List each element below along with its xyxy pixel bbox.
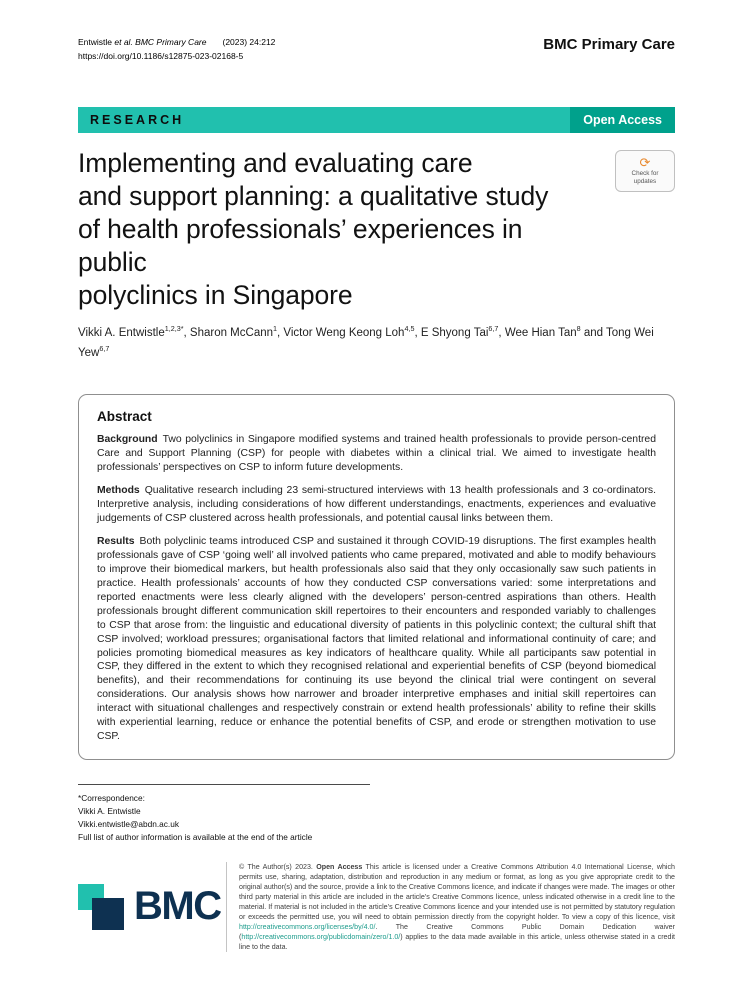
correspondence-block — [78, 784, 675, 843]
title-line: of health professionals’ experiences in public — [78, 213, 523, 277]
doi-link[interactable]: https://doi.org/10.1186/s12875-023-02168-5 — [78, 50, 244, 61]
abstract-paragraph-background — [97, 433, 656, 475]
license-middle: . The Creative Commons Public Domain Dedication waiver ( — [239, 922, 675, 941]
license-prefix: © The Author(s) 2023. — [239, 862, 317, 871]
author-superscript: 1 — [273, 324, 278, 334]
author-name: Victor Weng Keong Loh — [283, 327, 405, 340]
check-for-updates-label: Check for updates — [631, 170, 659, 186]
section-text: Qualitative research including 23 semi-structured interviews with 13 health professionals and 3 co-ordinators. Interpretive analysis, including considerations of how different understandings, enactments, experiences and evaluative judgements of CSP clustered across health professionals, and potential causal links between them. — [97, 485, 656, 525]
author-separator: and — [580, 327, 607, 340]
research-label: RESEARCH — [90, 113, 185, 128]
author-name: Tong Wei Yew — [78, 327, 654, 359]
license-link-by[interactable]: http://creativecommons.org/licenses/by/4.0/ — [239, 922, 376, 931]
citation-block — [78, 36, 275, 63]
title-line: and support planning: a qualitative study — [78, 181, 549, 212]
author-name: E Shyong Tai — [420, 327, 489, 340]
title-line: Implementing and evaluating care — [78, 148, 473, 179]
section-label: Methods — [97, 485, 140, 497]
author-name: Wee Hian Tan — [504, 327, 577, 340]
title-line: polyclinics in Singapore — [78, 279, 353, 310]
masthead — [78, 36, 675, 63]
logo-navy-square-icon — [92, 898, 124, 930]
license-body: This article is licensed under a Creative Commons Attribution 4.0 International License, which permits use, sharing, adaptation, distribution and reproduction in any medium or format, as long as you give appropriate credit to the original author(s) and the source, provide a link to the Creative Commons licence, and indicate if changes were made. The images or other third party material in this article are included in the article’s Creative Commons licence, unless indicated otherwise in a credit line to the material. If material is not included in the article’s Creative Commons licence and your intended use is not permitted by statutory regulation or exceeds the permitted use, you will need to obtain permission directly from the copyright holder. To view a copy of this licence, visit — [239, 862, 675, 921]
author-name: Sharon McCann — [189, 327, 274, 340]
article-title — [78, 147, 591, 311]
page-footer — [78, 862, 675, 953]
bmc-logo-mark — [78, 884, 124, 930]
abstract-paragraph-methods — [97, 484, 656, 526]
author-superscript: 6,7 — [99, 343, 110, 353]
title-block — [78, 147, 675, 311]
author-separator: , — [414, 327, 421, 340]
journal-name: BMC Primary Care — [543, 36, 675, 53]
author-list — [78, 323, 670, 362]
citation-journal: et al. BMC Primary Care — [114, 37, 207, 47]
license-open-access: Open Access — [316, 862, 363, 871]
citation-author: Entwistle — [78, 37, 115, 47]
author-separator: , — [498, 327, 505, 340]
license-suffix: ) applies to the data made available in this article, unless otherwise stated in a credit line to the data. — [239, 932, 675, 952]
author-superscript: 1,2,3* — [164, 324, 184, 334]
author-superscript: 4,5 — [404, 324, 415, 334]
correspondence-divider — [78, 784, 370, 785]
author-superscript: 8 — [576, 324, 581, 334]
check-for-updates-badge[interactable] — [615, 150, 675, 192]
license-text — [226, 862, 675, 953]
section-text: Both polyclinic teams introduced CSP and sustained it through COVID-19 disruptions. The first examples health professionals gave of CSP ‘going well’ all involved patients who came prepared, motivated and able to modify behaviours to improve their biomedical markers, but health professionals also said that they only occasionally saw such patients in practice. Health professionals’ accounts of how they conducted CSP conversations varied: some interpretations and reported enactments were less clearly aligned with the developers’ person-centred aspirations than others. Health professionals brought different communication skill repertoires to their encounters and responded variably to challenges to CSP that arose from: the linguistic and educational diversity of patients in this polyclinic context; the cultural shift that CSP involved; workload pressures; organisational factors that limited relational and informational continuity of care; and policies promoting biomedical measures as key indicators of healthcare quality. While all participants saw potential in CSP, they differed in the extent to which they recognised relational and experiential benefits of CSP (beyond biomedical benefits), and their recommendations for continuing its use beyond the clinical trial were contingent on several considerations. Our analysis shows how narrower and broader interpretive emphases and initial skill repertoires can interact with situational challenges and respectively constrain or extend health professionals’ ability to refine their skills with experiential learning, reduce or enhance the potential benefits of CSP, and erode or strengthen motivation to use CSP. — [97, 536, 656, 743]
correspondence-label: *Correspondence: — [78, 793, 145, 804]
author-separator: , — [277, 327, 284, 340]
crossmark-refresh-icon: ⟳ — [639, 155, 651, 171]
bmc-logo — [78, 884, 221, 930]
section-label: Results — [97, 536, 135, 548]
abstract-heading: Abstract — [97, 409, 152, 425]
abstract-paragraph-results — [97, 535, 656, 744]
research-banner — [78, 107, 675, 133]
correspondence-email[interactable]: Vikki.entwistle@abdn.ac.uk — [78, 818, 179, 829]
author-name: Vikki A. Entwistle — [78, 327, 165, 340]
license-link-zero[interactable]: http://creativecommons.org/publicdomain/zero/1.0/ — [241, 932, 401, 941]
citation-line — [78, 36, 275, 50]
open-access-label: Open Access — [570, 107, 675, 133]
citation-issue: (2023) 24:212 — [222, 37, 276, 47]
section-text: Two polyclinics in Singapore modified systems and trained health professionals to provide person-centred Care and Support Planning (CSP) for people with diabetes within a clinical trial. We aimed to investigate health professionals’ perspectives on CSP to inform future developments. — [97, 434, 656, 474]
author-superscript: 6,7 — [488, 324, 499, 334]
author-info-note: Full list of author information is available at the end of the article — [78, 831, 313, 842]
author-separator: , — [183, 327, 190, 340]
section-label: Background — [97, 434, 158, 446]
correspondence-name: Vikki A. Entwistle — [78, 805, 141, 816]
abstract-box — [78, 394, 675, 760]
bmc-logo-text: BMC — [134, 884, 221, 929]
